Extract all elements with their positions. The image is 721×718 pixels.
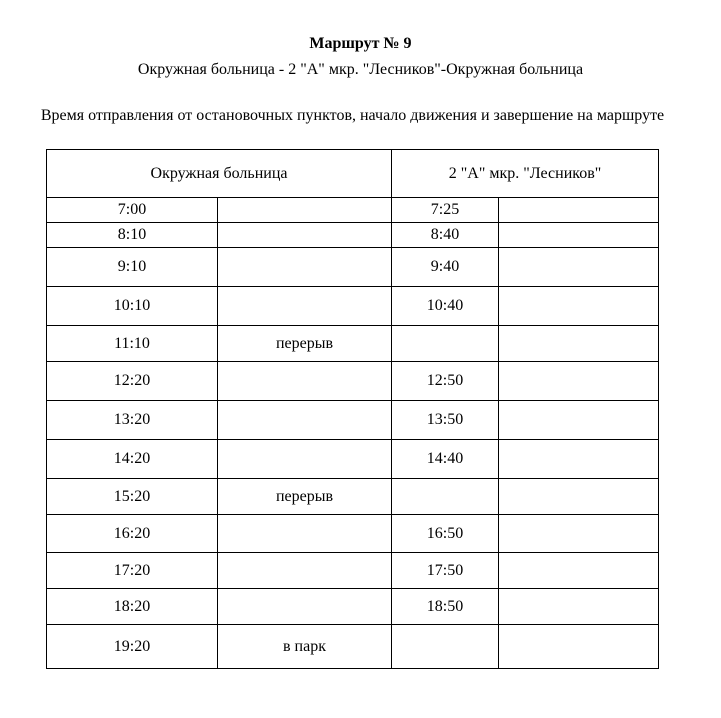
table-row bbox=[47, 440, 659, 479]
departure-okruzhnaya: 11:10 bbox=[47, 326, 218, 362]
departure-lesnikov: 14:40 bbox=[392, 440, 499, 479]
note-okruzhnaya bbox=[218, 515, 392, 553]
note-okruzhnaya: в парк bbox=[218, 625, 392, 669]
note-okruzhnaya bbox=[218, 287, 392, 326]
note-lesnikov bbox=[499, 248, 659, 287]
note-lesnikov bbox=[499, 362, 659, 401]
table-row bbox=[47, 625, 659, 669]
note-lesnikov bbox=[499, 223, 659, 248]
column-header-okruzhnaya: Окружная больница bbox=[47, 150, 392, 198]
departure-lesnikov: 9:40 bbox=[392, 248, 499, 287]
departure-okruzhnaya: 10:10 bbox=[47, 287, 218, 326]
table-row bbox=[47, 401, 659, 440]
table-row bbox=[47, 553, 659, 589]
note-lesnikov bbox=[499, 440, 659, 479]
departure-lesnikov bbox=[392, 625, 499, 669]
note-okruzhnaya bbox=[218, 362, 392, 401]
note-okruzhnaya bbox=[218, 401, 392, 440]
note-lesnikov bbox=[499, 287, 659, 326]
note-okruzhnaya bbox=[218, 248, 392, 287]
departure-lesnikov: 18:50 bbox=[392, 589, 499, 625]
table-row bbox=[47, 515, 659, 553]
table-header-row bbox=[47, 150, 659, 198]
note-lesnikov bbox=[499, 326, 659, 362]
note-lesnikov bbox=[499, 515, 659, 553]
departure-okruzhnaya: 19:20 bbox=[47, 625, 218, 669]
table-row bbox=[47, 479, 659, 515]
departure-okruzhnaya: 14:20 bbox=[47, 440, 218, 479]
departure-okruzhnaya: 17:20 bbox=[47, 553, 218, 589]
departure-lesnikov: 17:50 bbox=[392, 553, 499, 589]
note-lesnikov bbox=[499, 553, 659, 589]
departure-lesnikov: 8:40 bbox=[392, 223, 499, 248]
departure-okruzhnaya: 13:20 bbox=[47, 401, 218, 440]
departure-okruzhnaya: 12:20 bbox=[47, 362, 218, 401]
departure-lesnikov: 12:50 bbox=[392, 362, 499, 401]
departure-okruzhnaya: 15:20 bbox=[47, 479, 218, 515]
note-okruzhnaya bbox=[218, 553, 392, 589]
note-okruzhnaya bbox=[218, 589, 392, 625]
note-lesnikov bbox=[499, 589, 659, 625]
table-row bbox=[47, 198, 659, 223]
note-okruzhnaya bbox=[218, 198, 392, 223]
departure-lesnikov: 13:50 bbox=[392, 401, 499, 440]
table-row bbox=[47, 223, 659, 248]
note-okruzhnaya bbox=[218, 440, 392, 479]
route-subtitle: Окружная больница - 2 "А" мкр. "Лесников"-Окружная больница bbox=[137, 61, 584, 78]
table-row bbox=[47, 326, 659, 362]
note-lesnikov bbox=[499, 198, 659, 223]
table-row bbox=[47, 589, 659, 625]
table-row bbox=[47, 287, 659, 326]
schedule-table bbox=[46, 149, 659, 669]
note-okruzhnaya: перерыв bbox=[218, 479, 392, 515]
table-row bbox=[47, 248, 659, 287]
note-okruzhnaya: перерыв bbox=[218, 326, 392, 362]
departure-okruzhnaya: 9:10 bbox=[47, 248, 218, 287]
route-title: Маршрут № 9 bbox=[309, 35, 412, 52]
departure-okruzhnaya: 8:10 bbox=[47, 223, 218, 248]
departure-lesnikov: 16:50 bbox=[392, 515, 499, 553]
departure-lesnikov: 10:40 bbox=[392, 287, 499, 326]
note-lesnikov bbox=[499, 625, 659, 669]
departure-lesnikov: 7:25 bbox=[392, 198, 499, 223]
schedule-intro: Время отправления от остановочных пунктов, начало движения и завершение на маршруте bbox=[40, 107, 665, 124]
departure-okruzhnaya: 18:20 bbox=[47, 589, 218, 625]
schedule-body bbox=[47, 198, 659, 669]
departure-okruzhnaya: 7:00 bbox=[47, 198, 218, 223]
note-okruzhnaya bbox=[218, 223, 392, 248]
table-row bbox=[47, 362, 659, 401]
note-lesnikov bbox=[499, 401, 659, 440]
column-header-lesnikov: 2 "А" мкр. "Лесников" bbox=[392, 150, 659, 198]
departure-okruzhnaya: 16:20 bbox=[47, 515, 218, 553]
note-lesnikov bbox=[499, 479, 659, 515]
departure-lesnikov bbox=[392, 326, 499, 362]
departure-lesnikov bbox=[392, 479, 499, 515]
